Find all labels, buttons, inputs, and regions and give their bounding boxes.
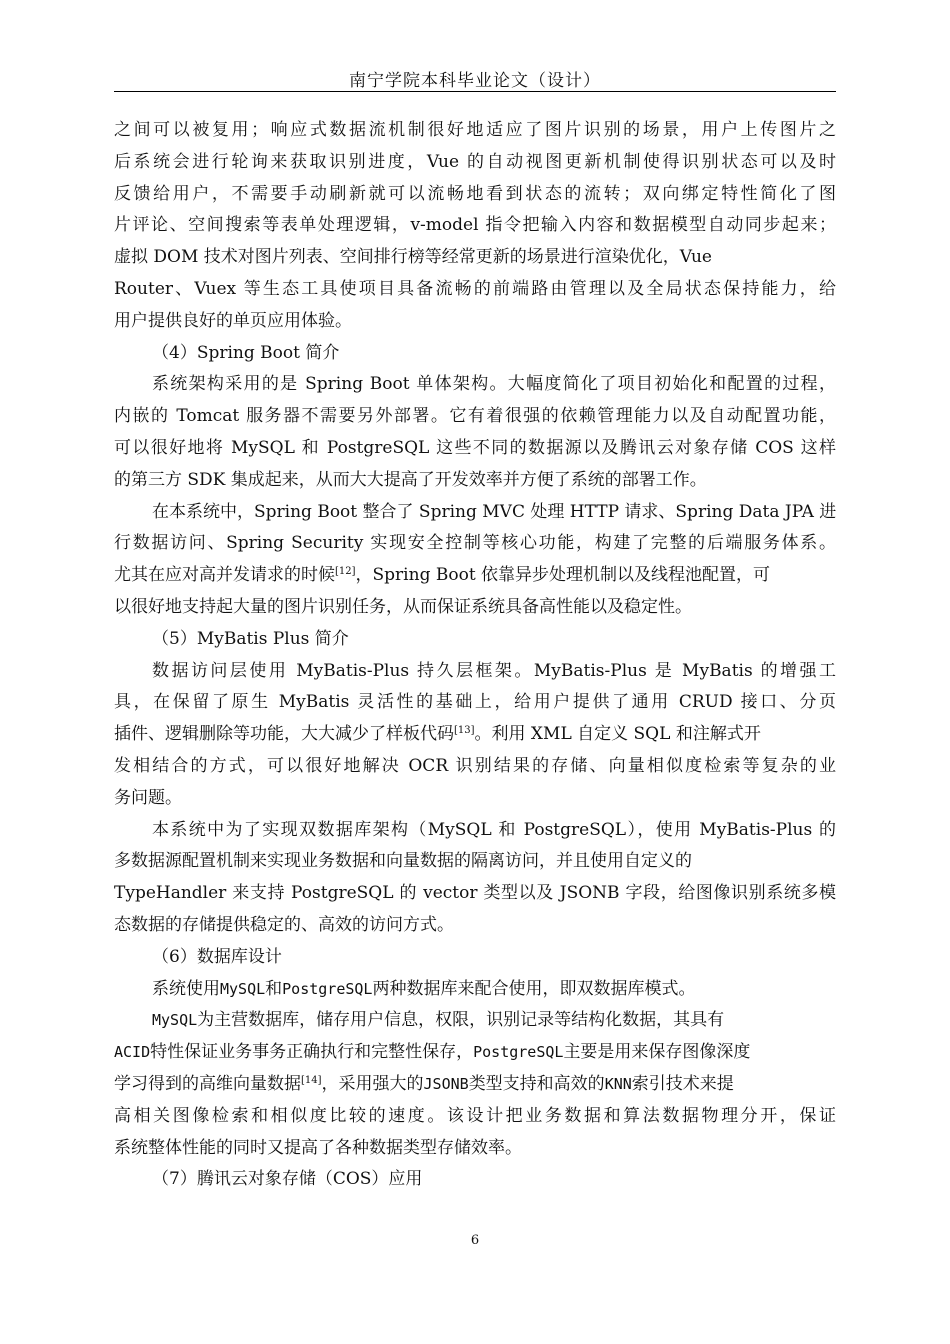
text-line: 具，在保留了原生 MyBatis 灵活性的基础上，给用户提供了通用 CRUD 接口、分页 [114, 692, 836, 713]
text-line: 片评论、空间搜索等表单处理逻辑，v-model 指令把输入内容和数据模型自动同步起来； [114, 215, 836, 236]
text-run: ，采用强大的 [321, 1073, 424, 1094]
text-line: 多数据源配置机制来实现业务数据和向量数据的隔离访问，并且使用自定义的 [114, 851, 692, 872]
code-term: KNN [604, 1074, 632, 1093]
text-line: 在本系统中，Spring Boot 整合了 Spring MVC 处理 HTTP 请求、Spring Data JPA 进 [152, 501, 836, 522]
text-line: 用户提供良好的单页应用体验。 [114, 310, 352, 331]
text-line: 发相结合的方式，可以很好地解决 OCR 识别结果的存储、向量相似度检索等复杂的业 [114, 755, 836, 776]
text-line: 以很好地支持起大量的图片识别任务，从而保证系统具备高性能以及稳定性。 [114, 596, 692, 617]
text-line [114, 719, 836, 751]
section-heading: （6）数据库设计 [152, 946, 282, 967]
text-line [114, 1069, 836, 1101]
page-header-title: 南宁学院本科毕业论文（设计） [349, 71, 601, 91]
code-term: PostgreSQL [282, 979, 373, 998]
text-line: 数据访问层使用 MyBatis-Plus 持久层框架。MyBatis-Plus 是 MyBatis 的增强工 [152, 660, 836, 681]
text-run: 为主营数据库，储存用户信息，权限，识别记录等结构化数据，其具有 [197, 1010, 725, 1031]
header-rule [114, 91, 836, 92]
text-line: 系统整体性能的同时又提高了各种数据类型存储效率。 [114, 1137, 522, 1158]
text-line: 内嵌的 Tomcat 服务器不需要另外部署。它有着很强的依赖管理能力以及自动配置功能， [114, 406, 836, 427]
section-heading: （5）MyBatis Plus 简介 [152, 628, 349, 649]
code-term: MySQL [152, 1011, 198, 1030]
code-term: JSONB [423, 1074, 469, 1093]
code-term: PostgreSQL [473, 1043, 564, 1062]
text-run: 特性保证业务事务正确执行和完整性保存， [150, 1042, 474, 1063]
body-text [114, 115, 836, 1196]
text-line: 态数据的存储提供稳定的、高效的访问方式。 [114, 914, 454, 935]
text-line: 本系统中为了实现双数据库架构（MySQL 和 PostgreSQL），使用 MyBatis-Plus 的 [152, 819, 836, 840]
section-heading: （4）Spring Boot 简介 [152, 342, 340, 363]
text-run: 学习得到的高维向量数据 [114, 1073, 301, 1094]
text-line: 系统架构采用的是 Spring Boot 单体架构。大幅度简化了项目初始化和配置的过程， [152, 374, 836, 395]
text-line [114, 560, 836, 592]
text-line: 务问题。 [114, 787, 182, 808]
text-line: 反馈给用户，不需要手动刷新就可以流畅地看到状态的流转；双向绑定特性简化了图 [114, 183, 836, 204]
citation-ref: [12] [335, 566, 356, 578]
citation-ref: [14] [301, 1074, 322, 1086]
text-run: 尤其在应对高并发请求的时候 [114, 565, 335, 586]
text-run: 类型支持和高效的 [468, 1073, 605, 1094]
text-run: ，Spring Boot 依靠异步处理机制以及线程池配置，可 [355, 565, 771, 586]
text-line [114, 1037, 836, 1069]
text-run: 主要是用来保存图像深度 [563, 1042, 751, 1063]
text-line: 之间可以被复用；响应式数据流机制很好地适应了图片识别的场景，用户上传图片之 [114, 120, 836, 140]
text-line: 虚拟 DOM 技术对图片列表、空间排行榜等经常更新的场景进行渲染优化，Vue [114, 247, 712, 268]
text-line: 高相关图像检索和相似度比较的速度。该设计把业务数据和算法数据物理分开，保证 [114, 1105, 836, 1126]
text-run: 插件、逻辑删除等功能，大大减少了样板代码 [114, 724, 454, 745]
code-term: MySQL [220, 979, 266, 998]
text-run: 。利用 XML 自定义 SQL 和注解式开 [474, 724, 761, 745]
citation-ref: [13] [454, 725, 475, 737]
text-line: 后系统会进行轮询来获取识别进度，Vue 的自动视图更新机制使得识别状态可以及时 [114, 151, 836, 172]
text-run: 索引技术来提 [631, 1073, 734, 1094]
text-line [114, 1005, 836, 1037]
text-line [114, 974, 836, 1006]
page-number: 6 [470, 1233, 480, 1248]
text-run: 两种数据库来配合使用，即双数据库模式。 [372, 978, 696, 999]
text-line: TypeHandler 来支持 PostgreSQL 的 vector 类型以及 JSONB 字段，给图像识别系统多模 [114, 883, 836, 904]
text-line: 行数据访问、Spring Security 实现安全控制等核心功能，构建了完整的后端服务体系。 [114, 533, 836, 554]
text-run: 和 [265, 978, 283, 999]
code-term: ACID [114, 1043, 151, 1062]
text-line: 可以很好地将 MySQL 和 PostgreSQL 这些不同的数据源以及腾讯云对象存储 COS 这样 [114, 437, 836, 458]
text-line: Router、Vuex 等生态工具使项目具备流畅的前端路由管理以及全局状态保持能力，给 [114, 278, 836, 299]
section-heading: （7）腾讯云对象存储（COS）应用 [152, 1169, 423, 1190]
text-run: 系统使用 [152, 978, 220, 999]
text-line: 的第三方 SDK 集成起来，从而大大提高了开发效率并方便了系统的部署工作。 [114, 469, 707, 490]
